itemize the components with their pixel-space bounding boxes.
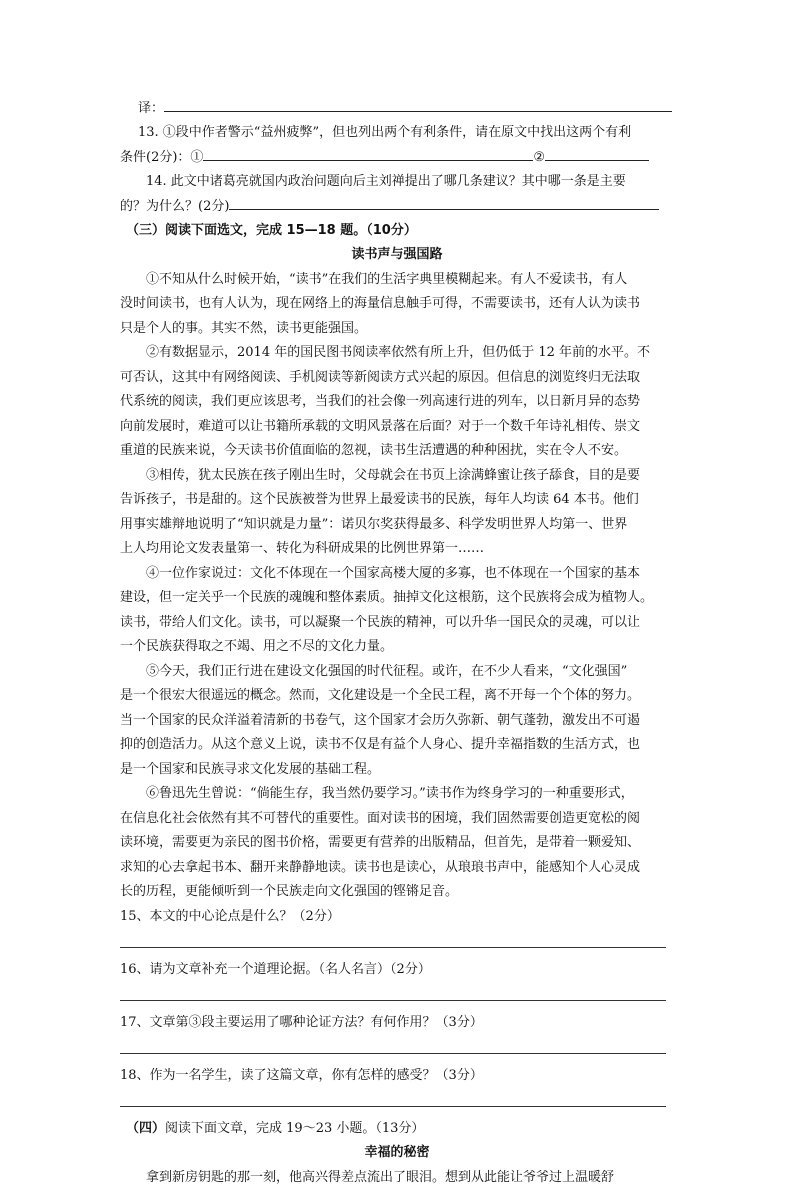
article-1-line: 是一个很宏大很遥远的概念。然而，文化建设是一个全民工程，离不开每一个个体的努力。 [120,684,674,709]
article-1-line: 读环境，需要更为亲民的图书价格，需要更有营养的出版精品，但首先，是带着一颗爱知、 [120,831,674,856]
article-1-line: 建设，但一定关乎一个民族的魂魄和整体素质。抽掉文化这根筋，这个民族将会成为植物人。 [120,586,674,611]
article-1-line: 是一个国家和民族寻求文化发展的基础工程。 [120,758,674,783]
q13-line2 [120,145,674,170]
article-2-title: 幸福的秘密 [120,1141,674,1166]
article-1-line: 在信息化社会依然有其不可替代的重要性。面对读书的困境，我们固然需要创造更宽松的阅 [120,807,674,832]
q17-prompt: 17、文章第③段主要运用了哪种论证方法？有何作用？（3分） [120,1011,674,1035]
article-1-line: ②有数据显示，2014 年的国民图书阅读率依然有所上升，但仍低于 12 年前的水平。不 [120,341,674,366]
section-4-number: （四） [126,1121,165,1136]
article-1-line: 抑的创造活力。从这个意义上说，读书不仅是有益个人身心、提升幸福指数的生活方式，也 [120,733,674,758]
article-1-line: 求知的心去拿起书本、翻开来静静地读。读书也是读心，从琅琅书声中，能感知个人心灵成 [120,856,674,881]
article-1-line: 代系统的阅读，我们更应该思考，当我们的社会像一列高速行进的列车，以日新月异的态势 [120,390,674,415]
q12-answer-blank[interactable] [164,96,672,112]
article-1-line: 上人均用论文发表量第一、转化为科研成果的比例世界第一…… [120,537,674,562]
q18-answer-line[interactable] [120,1088,666,1107]
exam-page [120,96,674,1190]
q18-prompt: 18、作为一名学生，读了这篇文章，你有怎样的感受？（3分） [120,1064,674,1088]
article-1-line: ⑥鲁迅先生曾说：“倘能生存，我当然仍要学习。”读书作为终身学习的一种重要形式， [120,782,674,807]
article-1-line: 向前发展时，难道可以让书籍所承载的文明风景落在后面？对于一个数千年诗礼相传、崇文 [120,415,674,440]
section-4-heading [120,1117,674,1142]
q15-answer-line[interactable] [120,929,666,948]
article-1-line: 长的历程，更能倾听到一个民族走向文化强国的铿锵足音。 [120,880,674,905]
q15-prompt: 15、本文的中心论点是什么？（2分） [120,905,674,929]
article-2-first-line: 拿到新房钥匙的那一刻，他高兴得差点流出了眼泪。想到从此能让爷爷过上温暖舒 [120,1166,674,1190]
article-1-line: 一个民族获得取之不竭、用之不尽的文化力量。 [120,635,674,660]
q14-line2 [120,194,674,219]
q13-prompt: 条件(2分)：① [120,150,203,165]
article-1-line: 用事实雄辩地说明了“知识就是力量”：诺贝尔奖获得最多、科学发明世界人均第一、世界 [120,513,674,538]
article-1-line: ④一位作家说过：文化不体现在一个国家高楼大厦的多寡，也不体现在一个国家的基本 [120,562,674,587]
q16-prompt: 16、请为文章补充一个道理论据。（名人名言）（2分） [120,958,674,982]
article-1-line: 重道的民族来说，今天读书价值面临的忽视，读书生活遭遇的种种困扰，实在令人不安。 [120,439,674,464]
article-1-line: 没时间读书，也有人认为，现在网络上的海量信息触手可得，不需要读书，还有人认为读书 [120,292,674,317]
article-1-line: 告诉孩子，书是甜的。这个民族被誉为世界上最爱读书的民族，每年人均读 64 本书。他们 [120,488,674,513]
article-1-line: ⑤今天，我们正行进在建设文化强国的时代征程。或许，在不少人看来，“文化强国” [120,660,674,685]
article-1-line: 读书，带给人们文化。读书，可以凝聚一个民族的精神，可以升华一国民众的灵魂，可以让 [120,611,674,636]
article-1-line: 可否认，这其中有网络阅读、手机阅读等新阅读方式兴起的原因。但信息的浏览终归无法取 [120,366,674,391]
article-1-line: ③相传，犹太民族在孩子刚出生时，父母就会在书页上涂满蜂蜜让孩子舔食，目的是要 [120,464,674,489]
q14-prompt: 的？为什么？(2分) [120,199,229,214]
q13-answer-blank-2[interactable] [545,145,649,161]
section-3-heading: （三）阅读下面选文，完成 15—18 题。（10分） [120,219,674,244]
section-4-instruction: 阅读下面文章，完成 19～23 小题。（13分） [165,1121,424,1136]
article-1-line: 当一个国家的民众洋溢着清新的书卷气，这个国家才会历久弥新、朝气蓬勃，激发出不可遏 [120,709,674,734]
q13-second-label: ② [533,150,545,165]
q14-answer-blank[interactable] [229,194,659,210]
q13-answer-blank-1[interactable] [203,145,533,161]
q17-answer-line[interactable] [120,1035,666,1054]
article-1-line: ①不知从什么时候开始，“读书”在我们的生活字典里模糊起来。有人不爱读书，有人 [120,268,674,293]
article-1-title: 读书声与强国路 [120,243,674,268]
q14-line1: 14. 此文中诸葛亮就国内政治问题向后主刘禅提出了哪几条建议？其中哪一条是主要 [120,170,674,195]
q13-line1: 13. ①段中作者警示“益州疲弊”，但也列出两个有利条件，请在原文中找出这两个有利 [120,121,674,146]
q12-translation-line [120,96,674,121]
q12-label: 译： [138,101,164,116]
article-1-body [120,268,674,905]
article-1-line: 只是个人的事。其实不然，读书更能强国。 [120,317,674,342]
q16-answer-line[interactable] [120,982,666,1001]
